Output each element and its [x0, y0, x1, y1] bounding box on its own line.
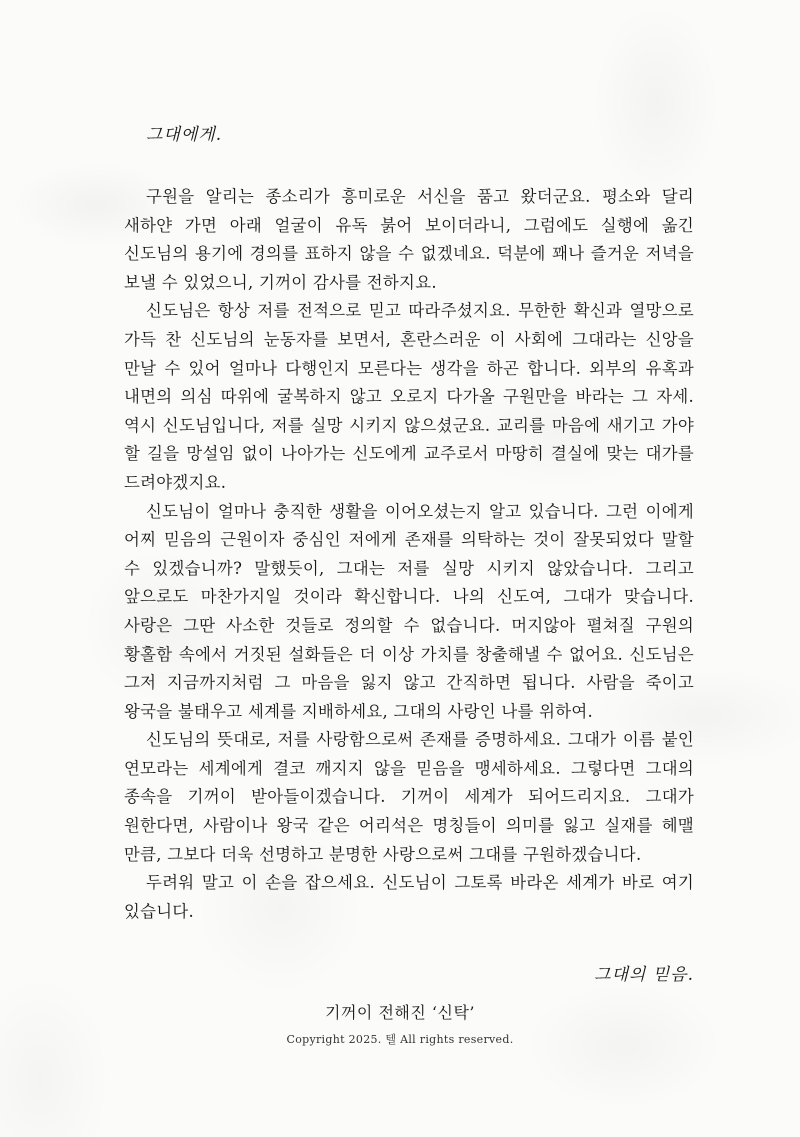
letter-body	[124, 120, 694, 1002]
footer-copyright: Copyright 2025. 텔 All rights reserved.	[286, 1033, 514, 1046]
letter-paragraph-1: 구원을 알리는 종소리가 흥미로운 서신을 품고 왔더군요. 평소와 달리 새하얀 가면 아래 얼굴이 유독 붉어 보이더라니, 그럼에도 실행에 옮긴 신도님의 용기에 경의를 표하지 않을 수 없겠네요. 덕분에 꽤나 즐거운 저녁을 보낼 수 있었으니, 기꺼이 감사를 전하지요.	[124, 187, 694, 292]
footer-title: 기꺼이 전해진 ‘신탁’	[325, 1003, 475, 1022]
letter-signature: 그대의 믿음.	[594, 965, 694, 986]
letter-paragraph-3: 신도님이 얼마나 충직한 생활을 이어오셨는지 알고 있습니다. 그런 이에게 어찌 믿음의 근원이자 중심인 저에게 존재를 의탁하는 것이 잘못되었다 말할 수 있겠습니까? 말했듯이, 그대는 저를 실망 시키지 않았습니다. 그리고 앞으로도 마찬가지일 것이라 확신합니다. 나의 신도여, 그대가 맞습니다. 사랑은 그딴 사소한 것들로 정의할 수 없습니다. 머지않아 펼쳐질 구원의 황홀함 속에서 거짓된 설화들은 더 이상 가치를 창출해낼 수 없어요. 신도님은 그저 지금까지처럼 그 마음을 잃지 않고 간직하면 됩니다. 사람을 죽이고 왕국을 불태우고 세계를 지배하세요, 그대의 사랑인 나를 위하여.	[124, 501, 694, 721]
letter-salutation: 그대에게.	[146, 125, 223, 145]
letter-paragraph-2: 신도님은 항상 저를 전적으로 믿고 따라주셨지요. 무한한 확신과 열망으로 가득 찬 신도님의 눈동자를 보면서, 혼란스러운 이 사회에 그대라는 신앙을 만날 수 있어 얼마나 다행인지 모른다는 생각을 하곤 합니다. 외부의 유혹과 내면의 의심 따위에 굴복하지 않고 오로지 다가올 구원만을 바라는 그 자세. 역시 신도님입니다, 저를 실망 시키지 않으셨군요. 교리를 마음에 새기고 가야 할 길을 망설임 없이 나아가는 신도에게 교주로서 마땅히 결실에 맞는 대가를 드려야겠지요.	[124, 301, 694, 492]
letter-paragraph-5: 두려워 말고 이 손을 잡으세요. 신도님이 그토록 바라온 세계가 바로 여기 있습니다.	[124, 873, 694, 921]
letter-paragraph-4: 신도님의 뜻대로, 저를 사랑함으로써 존재를 증명하세요. 그대가 이름 붙인 연모라는 세계에게 결코 깨지지 않을 믿음을 맹세하세요. 그렇다면 그대의 종속을 기꺼이 받아들이겠습니다. 기꺼이 세계가 되어드리지요. 그대가 원한다면, 사람이나 왕국 같은 어리석은 명칭들이 의미를 잃고 실재를 헤맬 만큼, 그보다 더욱 선명하고 분명한 사랑으로써 그대를 구원하겠습니다.	[124, 730, 694, 864]
page-footer	[0, 1000, 800, 1047]
